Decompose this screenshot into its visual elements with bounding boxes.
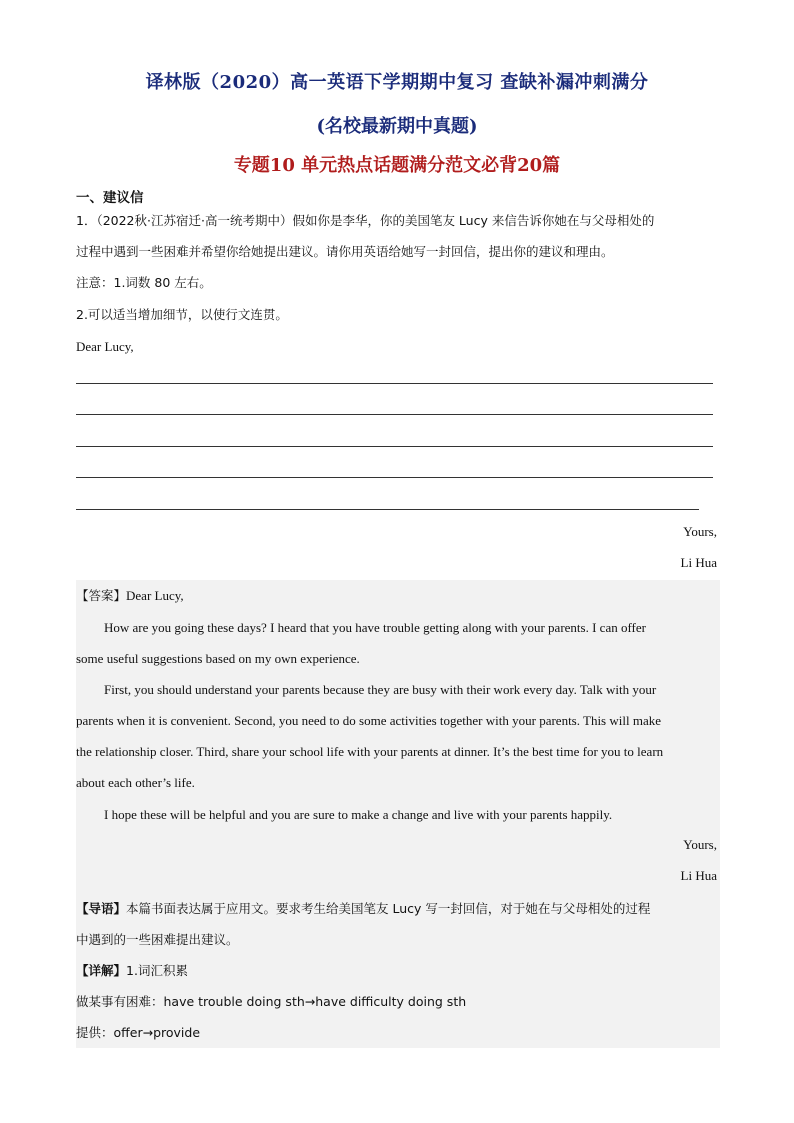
note-1: 注意：1.词数 80 左右。 xyxy=(76,275,212,290)
answer-closing: Yours, xyxy=(683,837,717,852)
question-closing: Yours, xyxy=(683,524,717,539)
topic-title: 专题10 单元热点话题满分范文必背20篇 xyxy=(233,155,561,176)
guide-line-1-row xyxy=(76,900,718,918)
detail-heading-row xyxy=(76,962,718,980)
guide-label: 【导语】 xyxy=(76,901,127,916)
answer-salutation-row xyxy=(76,587,718,605)
question-line-1: 1．（2022秋·江苏宿迁·高一统考期中）假如你是李华，你的美国笔友 Lucy 来信告诉你她在与父母相处的 xyxy=(76,213,655,228)
detail-label: 【详解】 xyxy=(76,963,127,978)
answer-blank-line xyxy=(76,509,699,510)
answer-p2-line-2: parents when it is convenient. Second, you need to do some activities together with your parents. This will make xyxy=(76,713,661,728)
detail-item-2: 提供：offer→provide xyxy=(76,1025,201,1040)
answer-label: 【答案】 xyxy=(76,588,127,603)
answer-p2-line-4: about each other’s life. xyxy=(76,775,195,790)
document-subtitle: (名校最新期中真题) xyxy=(316,116,478,137)
answer-signature: Li Hua xyxy=(680,868,717,883)
answer-blank-line xyxy=(76,446,713,447)
detail-heading: 1.词汇积累 xyxy=(126,963,188,978)
answer-p3-line-1: I hope these will be helpful and you are sure to make a change and live with your parents happily. xyxy=(104,807,613,822)
answer-p2-line-3: the relationship closer. Third, share your school life with your parents at dinner. It’s the best time for you to learn xyxy=(76,744,664,759)
answer-blank-line xyxy=(76,414,713,415)
guide-line-2: 中遇到的一些困难提出建议。 xyxy=(76,932,239,947)
question-signature: Li Hua xyxy=(680,555,717,570)
question-line-2: 过程中遇到一些困难并希望你给她提出建议。请你用英语给她写一封回信，提出你的建议和理由。 xyxy=(76,244,614,259)
answer-blank-line xyxy=(76,383,713,384)
answer-salutation: Dear Lucy, xyxy=(126,588,184,603)
answer-p1-line-1: How are you going these days? I heard that you have trouble getting along with your parents. I can offer xyxy=(104,620,646,635)
answer-p1-line-2: some useful suggestions based on my own experience. xyxy=(76,651,360,666)
question-salutation: Dear Lucy, xyxy=(76,339,134,354)
section-heading: 一、建议信 xyxy=(76,190,144,206)
answer-p2-line-1: First, you should understand your parents because they are busy with their work every day. Talk with your xyxy=(104,682,657,697)
detail-item-1: 做某事有困难：have trouble doing sth→have difficulty doing sth xyxy=(76,994,467,1009)
guide-line-1: 本篇书面表达属于应用文。要求考生给美国笔友 Lucy 写一封回信，对于她在与父母相处的过程 xyxy=(126,901,651,916)
document-title: 译林版（2020）高一英语下学期期中复习 查缺补漏冲刺满分 xyxy=(145,72,649,93)
answer-blank-line xyxy=(76,477,713,478)
note-2: 2.可以适当增加细节，以使行文连贯。 xyxy=(76,307,288,322)
